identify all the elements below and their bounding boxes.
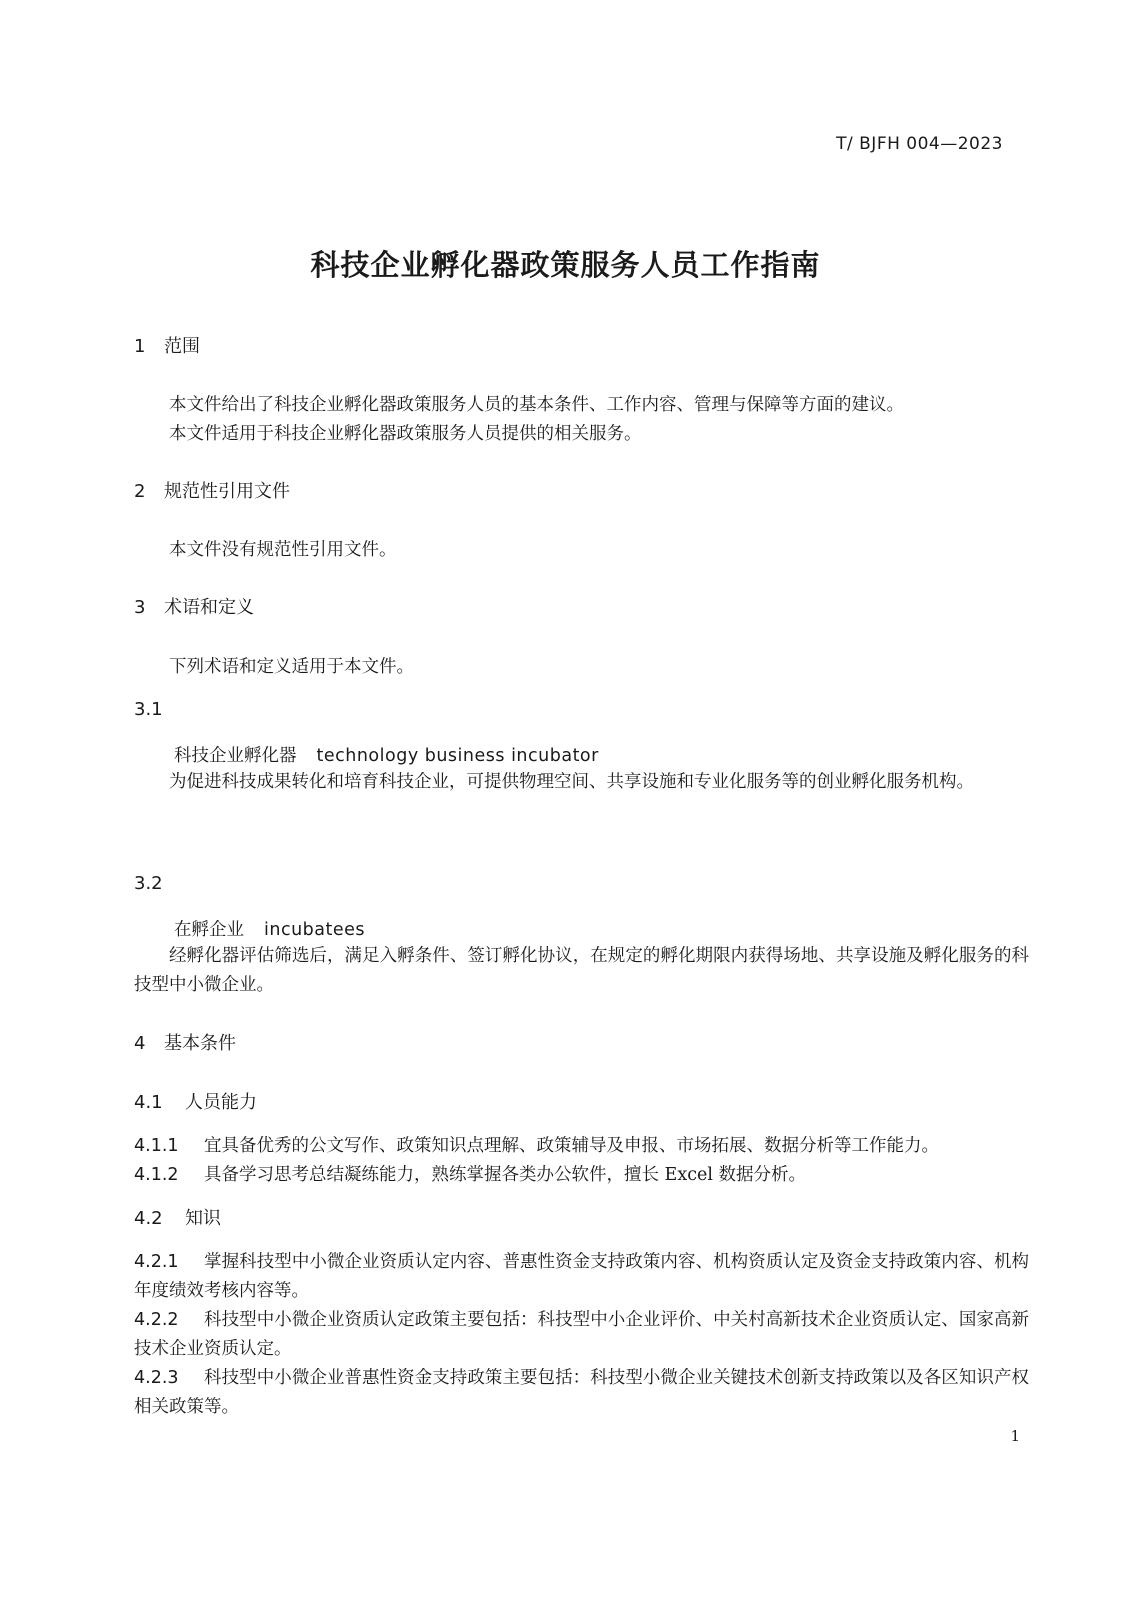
- term-3-2-definition: 经孵化器评估筛选后，满足入孵条件、签订孵化协议，在规定的孵化期限内获得场地、共享设施及孵化服务的科技型中小微企业。: [134, 946, 1029, 995]
- term-3-2-number: 3.2: [134, 873, 163, 894]
- section-title: 基本条件: [164, 1033, 236, 1054]
- clause-4-2-1: [134, 1248, 1029, 1306]
- term-en: technology business incubator: [316, 746, 599, 766]
- subsection-4-2-heading: [134, 1206, 221, 1232]
- section-title: 术语和定义: [164, 597, 254, 618]
- term-3-1-number: 3.1: [134, 699, 163, 720]
- document-title: 科技企业孵化器政策服务人员工作指南: [310, 248, 821, 282]
- document-code: T/ BJFH 004—2023: [836, 134, 1003, 154]
- section-2-paragraph-1: 本文件没有规范性引用文件。: [169, 540, 397, 560]
- clause-text: 宜具备优秀的公文写作、政策知识点理解、政策辅导及申报、市场拓展、数据分析等工作能力。: [204, 1136, 939, 1156]
- term-3-2: [174, 916, 365, 941]
- clause-4-1-2: [134, 1161, 1029, 1190]
- section-2-heading: [134, 479, 290, 505]
- clause-4-2-3: [134, 1364, 1029, 1422]
- section-3-paragraph-1: 下列术语和定义适用于本文件。: [169, 657, 414, 677]
- subsection-4-1-heading: [134, 1090, 257, 1116]
- page-number: 1: [1010, 1427, 1020, 1445]
- subsection-number: 4.1: [134, 1092, 163, 1113]
- section-title: 规范性引用文件: [164, 481, 290, 502]
- section-1-paragraph-2: 本文件适用于科技企业孵化器政策服务人员提供的相关服务。: [169, 424, 642, 444]
- term-3-1-definition: 为促进科技成果转化和培育科技企业，可提供物理空间、共享设施和专业化服务等的创业孵化服务机构。: [169, 772, 974, 792]
- subsection-title: 人员能力: [185, 1092, 257, 1113]
- clause-number: 4.1.1: [134, 1136, 179, 1156]
- clause-text: 具备学习思考总结凝练能力，熟练掌握各类办公软件，擅长 Excel 数据分析。: [204, 1165, 807, 1185]
- clause-4-2-2: [134, 1306, 1029, 1364]
- section-number: 3: [134, 597, 146, 618]
- term-en: incubatees: [264, 920, 366, 940]
- section-4-heading: [134, 1031, 236, 1057]
- section-number: 1: [134, 336, 146, 357]
- clause-number: 4.2.1: [134, 1252, 179, 1272]
- term-cn: 在孵企业: [174, 920, 244, 940]
- clause-text: 科技型中小微企业资质认定政策主要包括：科技型中小企业评价、中关村高新技术企业资质认定、国家高新技术企业资质认定。: [134, 1310, 1029, 1359]
- clause-number: 4.2.2: [134, 1310, 179, 1330]
- term-3-1: [174, 742, 599, 767]
- section-3-heading: [134, 595, 254, 621]
- section-number: 2: [134, 481, 146, 502]
- subsection-number: 4.2: [134, 1208, 163, 1229]
- section-number: 4: [134, 1033, 146, 1054]
- subsection-title: 知识: [185, 1208, 221, 1229]
- clause-number: 4.2.3: [134, 1368, 179, 1388]
- clause-number: 4.1.2: [134, 1165, 179, 1185]
- clause-text: 掌握科技型中小微企业资质认定内容、普惠性资金支持政策内容、机构资质认定及资金支持政策内容、机构年度绩效考核内容等。: [134, 1252, 1029, 1301]
- section-1-heading: [134, 334, 200, 360]
- term-cn: 科技企业孵化器: [174, 746, 297, 766]
- section-title: 范围: [164, 336, 200, 357]
- clause-text: 科技型中小微企业普惠性资金支持政策主要包括：科技型小微企业关键技术创新支持政策以及各区知识产权相关政策等。: [134, 1368, 1029, 1417]
- clause-4-1-1: [134, 1132, 1029, 1161]
- section-1-paragraph-1: 本文件给出了科技企业孵化器政策服务人员的基本条件、工作内容、管理与保障等方面的建议。: [169, 395, 904, 415]
